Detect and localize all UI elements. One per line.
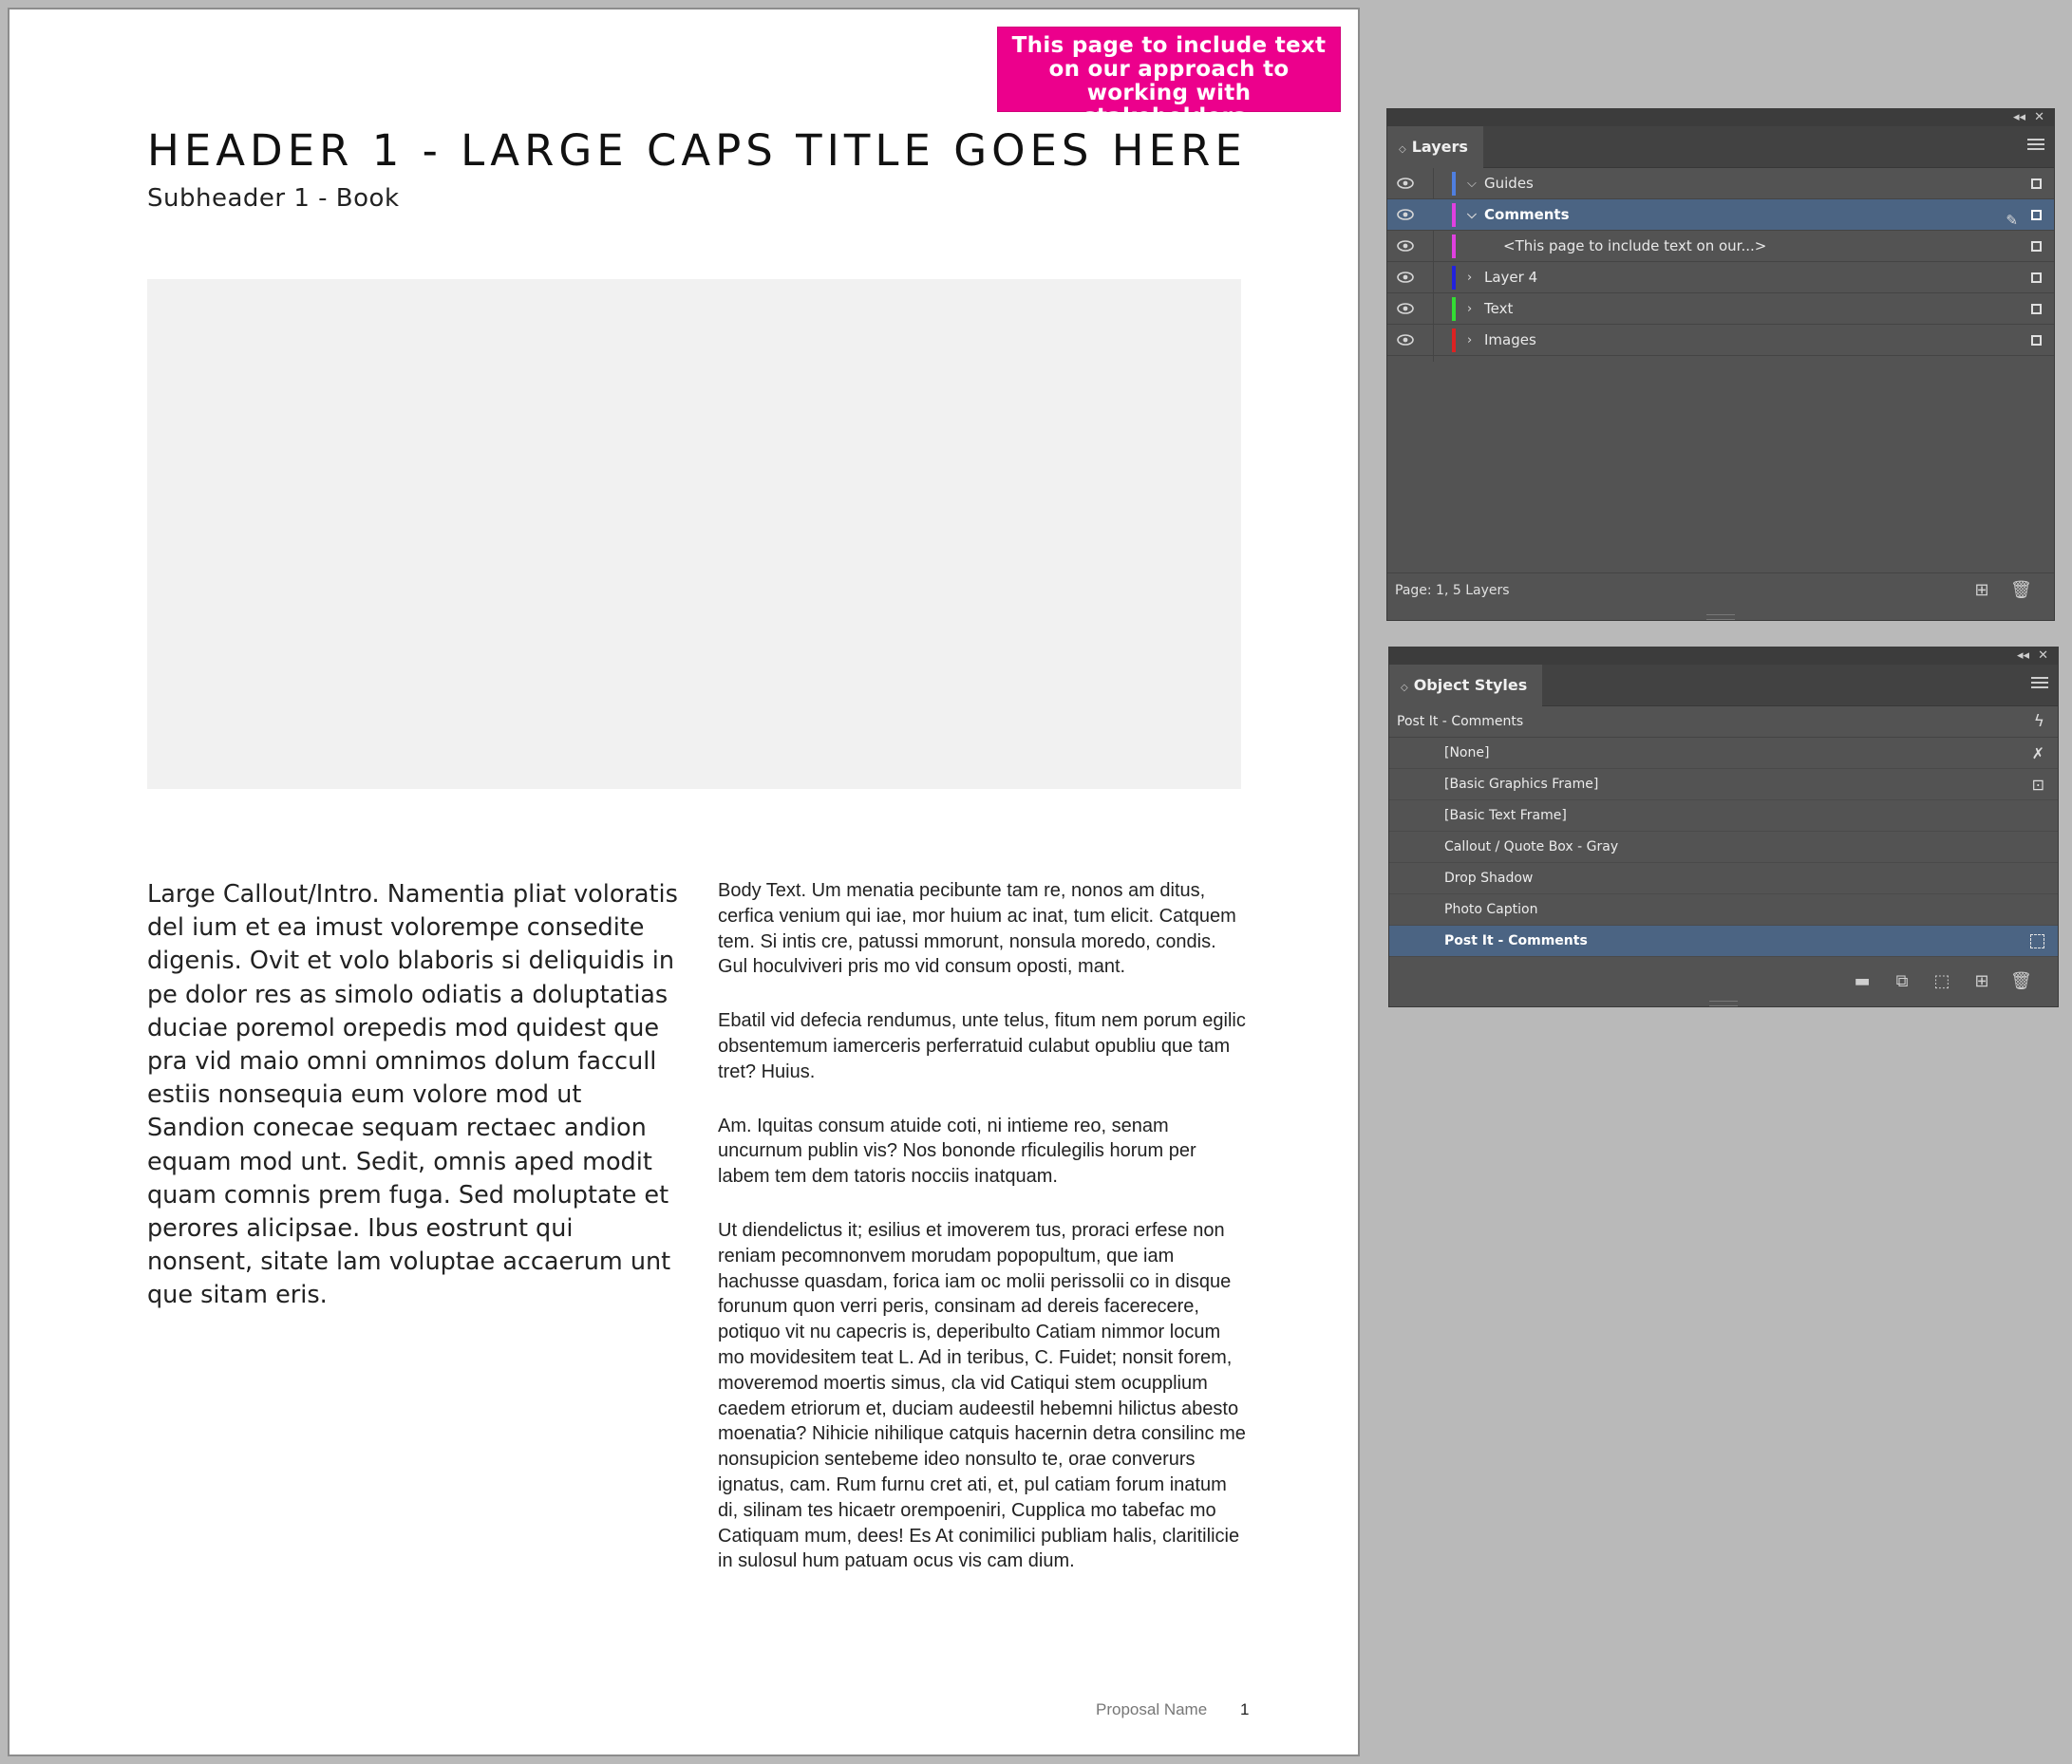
panel-topbar	[1387, 109, 2054, 126]
visibility-eye-icon[interactable]	[1397, 302, 1414, 315]
selection-square-icon[interactable]	[2031, 241, 2042, 252]
page-title[interactable]: HEADER 1 - LARGE CAPS TITLE GOES HERE	[147, 125, 1247, 176]
selection-square-icon[interactable]	[2031, 178, 2042, 189]
chevron-down-icon[interactable]: ⌵	[1467, 177, 1477, 191]
folder-icon[interactable]: ▬	[1854, 971, 1871, 991]
layers-status-text: Page: 1, 5 Layers	[1395, 583, 1510, 598]
default-graphic-frame-icon: ⊡	[2031, 776, 2044, 794]
resize-grip[interactable]	[1706, 614, 1735, 620]
tab-label: Object Styles	[1413, 676, 1528, 694]
selection-square-icon[interactable]	[2031, 210, 2042, 220]
layer-name[interactable]: Images	[1484, 331, 1536, 348]
object-style-name[interactable]: Callout / Quote Box - Gray	[1444, 839, 1619, 854]
tab-layers[interactable]	[1387, 126, 1483, 168]
object-style-row[interactable]	[1389, 800, 2058, 832]
clear-attributes-icon[interactable]: ⬚	[1933, 971, 1950, 991]
tab-object-styles[interactable]	[1389, 665, 1542, 706]
layers-footer	[1387, 572, 2054, 610]
new-layer-icon[interactable]: ⊞	[1974, 580, 1989, 600]
panel-tabbar	[1387, 126, 2054, 168]
panel-menu-icon[interactable]	[2031, 677, 2048, 690]
page-subtitle[interactable]: Subheader 1 - Book	[147, 184, 400, 213]
panel-menu-icon[interactable]	[2027, 139, 2044, 152]
selection-square-icon[interactable]	[2031, 304, 2042, 314]
image-frame-placeholder[interactable]	[147, 279, 1241, 789]
new-style-icon[interactable]: ⊞	[1974, 971, 1989, 991]
body-paragraph[interactable]: Ut diendelictus it; esilius et imoverem tus, proraci erfese non reniam pecomnonvem morudam popopultum, que iam hachusse quasdam, forica iam oc molii perissolii co in disque forunum quon verri peris, consinam ad dereis facerecere, potiquo vit nu capecris is, deperibulto Catiam nimmor locum mo movidesitem teat L. Ad in teribus, C. Fuidet; nonsit forem, moveremod moertis simus, cla vid Catiqui stem ocupplium caedem etriorum et, duciam audeestil hebemni hilictus abesto moenatia? Nihicie nihilique catquis hacernin detra consilinc me nonsupicion sentebeme ideo nonsulto te, orae converurs ignatus, cam. Rum furnu cret ati, et, pul catiam forum inatum di, silinam tes hicaetr orempoeniri, Cupplica mo tabefac mo Catiquam mum, dees! Es At conimilici publiam halis, claritilicie in sulosul hum patuam ocus vis cam dium.	[718, 1219, 1246, 1572]
current-style-label: Post It - Comments	[1397, 714, 1524, 729]
object-style-name[interactable]: Drop Shadow	[1444, 871, 1534, 886]
selection-square-icon[interactable]	[2031, 272, 2042, 283]
layer-row[interactable]	[1387, 168, 2054, 199]
style-list	[1389, 738, 2058, 957]
layer-name[interactable]: Comments	[1484, 206, 1570, 223]
tab-arrows-icon: ◇	[1401, 683, 1408, 693]
object-style-name[interactable]: [None]	[1444, 745, 1490, 760]
styles-footer	[1389, 965, 2058, 997]
body-text-column[interactable]	[718, 878, 1250, 1603]
resize-grip[interactable]	[1709, 1001, 1738, 1006]
chevron-right-icon[interactable]: ›	[1467, 302, 1473, 316]
body-paragraph[interactable]: Body Text. Um menatia pecibunte tam re, nonos am ditus, cerfica venium qui iae, mor huium ac inat, tum elicit. Catquem tem. Si intis cre, patussi mmorunt, nonsula moredo, condis. Gul hoculviveri pris mo vid consum oposti, mant.	[718, 880, 1236, 978]
visibility-eye-icon[interactable]	[1397, 208, 1414, 221]
trash-icon[interactable]: 🗑	[2010, 971, 2032, 991]
layer-row[interactable]	[1387, 325, 2054, 356]
layer-name[interactable]: Layer 4	[1484, 269, 1538, 286]
object-style-row[interactable]	[1389, 769, 2058, 800]
trash-icon[interactable]: 🗑	[2010, 580, 2032, 600]
footer-proposal-name: Proposal Name	[1096, 1700, 1208, 1718]
object-style-row[interactable]	[1389, 894, 2058, 926]
layer-name[interactable]: Text	[1484, 300, 1514, 317]
layer-list	[1387, 168, 2054, 356]
layer-color-swatch	[1452, 172, 1456, 196]
clear-overrides-icon[interactable]: ⧉	[1895, 971, 1909, 991]
chevron-right-icon[interactable]: ›	[1467, 271, 1473, 285]
selection-square-icon[interactable]	[2031, 335, 2042, 346]
layer-color-swatch	[1452, 235, 1456, 258]
layer-row[interactable]	[1387, 199, 2054, 231]
layer-name[interactable]: <This page to include text on our...>	[1503, 237, 1767, 254]
object-style-name[interactable]: [Basic Text Frame]	[1444, 808, 1567, 823]
visibility-eye-icon[interactable]	[1397, 239, 1414, 253]
layer-row[interactable]	[1387, 293, 2054, 325]
collapse-panel-icon[interactable]: ◂◂	[2012, 110, 2025, 124]
tab-label: Layers	[1411, 138, 1468, 156]
object-style-name[interactable]: [Basic Graphics Frame]	[1444, 777, 1599, 792]
footer-page-number: 1	[1240, 1700, 1250, 1718]
document-page[interactable]	[8, 8, 1360, 1756]
default-text-frame-icon: ✗	[2031, 744, 2044, 762]
pen-icon: ✎	[2006, 212, 2018, 229]
layer-color-swatch	[1452, 266, 1456, 290]
object-style-row[interactable]	[1389, 926, 2058, 957]
current-style-row	[1389, 706, 2058, 738]
chevron-down-icon[interactable]: ⌵	[1467, 208, 1477, 222]
object-style-name[interactable]: Post It - Comments	[1444, 933, 1588, 948]
chevron-right-icon[interactable]: ›	[1467, 333, 1473, 347]
layer-color-swatch	[1452, 203, 1456, 227]
callout-text[interactable]: Large Callout/Intro. Namentia pliat voloratis del ium et ea imust volorempe consedite digenis. Ovit et volo blaboris si deliquidis in pe dolor res as simolo odiatis a doluptatias duciae poremol orepedis mod quidest que pra vid maio omni omnimos dolum faccull estiis nonsequia eum volore mod ut Sandion conecae sequam rectaec andion equam mod unt. Sedit, omnis aped modit quam comnis prem fuga. Sed moluptate et perores alicipsae. Ibus eostrunt qui nonsent, sitate lam voluptae accaerum unt que sitam eris.	[147, 880, 678, 1310]
layer-color-swatch	[1452, 297, 1456, 321]
visibility-eye-icon[interactable]	[1397, 177, 1414, 190]
layer-row[interactable]	[1387, 231, 2054, 262]
tab-arrows-icon: ◇	[1399, 144, 1406, 155]
close-icon[interactable]: ✕	[2038, 648, 2048, 663]
layers-panel	[1386, 108, 2055, 621]
body-paragraph[interactable]: Am. Iquitas consum atuide coti, ni intieme reo, senam uncurnum publin vis? Nos bononde rficulegilis horum per labem tem dem tatoris nocciis inatquam.	[718, 1115, 1196, 1188]
frame-style-icon	[2030, 934, 2044, 948]
visibility-eye-icon[interactable]	[1397, 271, 1414, 284]
visibility-eye-icon[interactable]	[1397, 333, 1414, 347]
object-style-name[interactable]: Photo Caption	[1444, 902, 1538, 917]
layer-row[interactable]	[1387, 262, 2054, 293]
panel-topbar	[1389, 647, 2058, 665]
close-icon[interactable]: ✕	[2034, 110, 2044, 124]
object-style-row[interactable]	[1389, 832, 2058, 863]
collapse-panel-icon[interactable]: ◂◂	[2016, 648, 2029, 663]
object-style-row[interactable]	[1389, 738, 2058, 769]
post-it-comment[interactable]: This page to include text on our approach to working with stakeholders.	[997, 27, 1341, 112]
lightning-bolt-icon[interactable]: ϟ	[2033, 712, 2044, 731]
panel-tabbar	[1389, 665, 2058, 706]
body-paragraph[interactable]: Ebatil vid defecia rendumus, unte telus, fitum nem porum egilic obsentemum iamerceris perferratuid culabut opubliu que tam tret? Huius.	[718, 1010, 1246, 1082]
layer-color-swatch	[1452, 328, 1456, 352]
layer-name[interactable]: Guides	[1484, 175, 1534, 192]
object-styles-panel	[1388, 647, 2059, 1007]
object-style-row[interactable]	[1389, 863, 2058, 894]
